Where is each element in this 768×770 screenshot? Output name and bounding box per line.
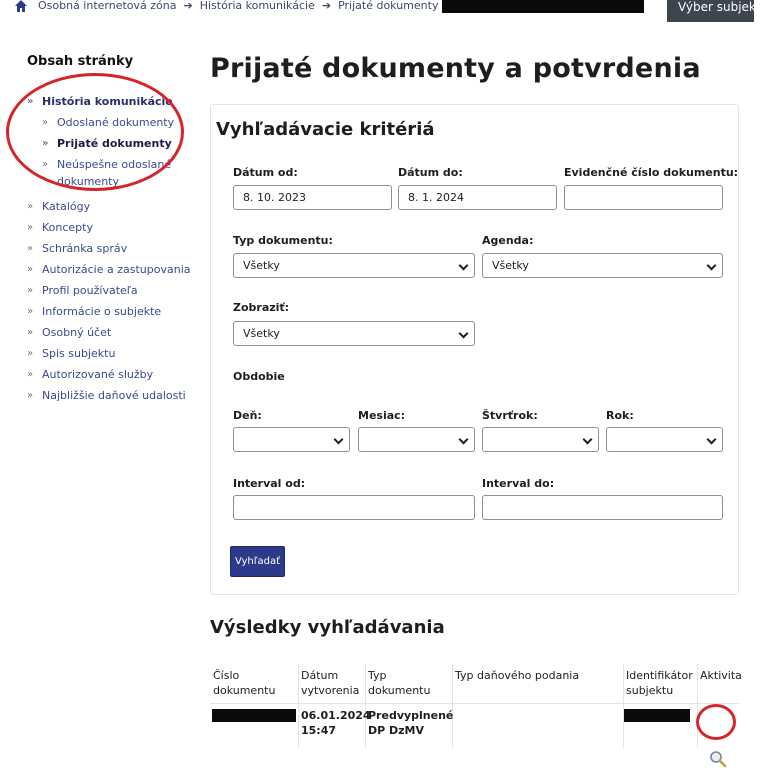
period-label: Obdobie	[233, 370, 285, 383]
sidebar-item-autorizovane[interactable]	[27, 366, 207, 383]
show-label: Zobraziť:	[233, 301, 290, 314]
breadcrumb	[38, 0, 438, 12]
cell-time-value: 15:47	[301, 724, 337, 737]
sidebar-item-profil[interactable]	[27, 282, 207, 299]
date-to-input[interactable]: 8. 1. 2024	[398, 185, 557, 210]
cell-doc-type-line2: DP DzMV	[368, 724, 425, 737]
chevron-down-icon	[707, 435, 717, 445]
sidebar-item-label: História komunikácie	[42, 95, 173, 108]
sidebar-item-informacie[interactable]	[27, 303, 207, 320]
double-chevron-right-icon: »	[27, 306, 34, 317]
double-chevron-right-icon: »	[27, 222, 34, 233]
double-chevron-right-icon: »	[27, 390, 34, 401]
col-header-activity: Aktivita	[700, 669, 742, 682]
sidebar-item-koncepty[interactable]	[27, 219, 207, 236]
sidebar-item-label: Katalógy	[42, 200, 91, 213]
sidebar-item-label: Autorizované služby	[42, 368, 154, 381]
col-header-doc-type: Typ dokumentu	[368, 669, 431, 697]
double-chevron-right-icon: »	[42, 117, 49, 128]
quarter-label: Štvrťrok:	[482, 409, 538, 422]
magnifier-icon[interactable]	[707, 748, 729, 770]
breadcrumb-item-osobna-zona[interactable]: Osobná internetová zóna	[38, 0, 177, 12]
select-subject-button[interactable]: Výber subjektu	[667, 0, 754, 22]
sidebar-item-schranka[interactable]	[27, 240, 207, 257]
breadcrumb-item-historia[interactable]: História komunikácie	[199, 0, 315, 12]
agenda-value: Všetky	[492, 259, 529, 272]
results-title: Výsledky vyhľadávania	[210, 617, 445, 638]
sidebar-item-label: Koncepty	[42, 221, 93, 234]
chevron-down-icon	[583, 435, 593, 445]
sidebar-item-label: Informácie o subjekte	[42, 305, 162, 318]
breadcrumb-item-current: Prijaté dokumenty	[338, 0, 439, 12]
doc-type-label: Typ dokumentu:	[233, 234, 333, 247]
agenda-select[interactable]	[482, 253, 723, 278]
double-chevron-right-icon: »	[27, 264, 34, 275]
chevron-down-icon	[459, 329, 469, 339]
sidebar-item-label: Osobný účet	[42, 326, 112, 339]
col-header-subject-id: Identifikátor subjektu	[626, 669, 693, 697]
double-chevron-right-icon: »	[27, 369, 34, 380]
sidebar-item-osobny-ucet[interactable]	[27, 324, 207, 341]
arrow-right-icon: ➔	[183, 0, 193, 12]
sidebar-nav	[27, 93, 207, 408]
month-label: Mesiac:	[358, 409, 406, 422]
chevron-down-icon	[334, 435, 344, 445]
cell-doc-type	[365, 704, 452, 742]
doc-type-value: Všetky	[243, 259, 280, 272]
table-row[interactable]	[210, 704, 739, 748]
date-from-label: Dátum od:	[233, 166, 298, 179]
redacted-block	[442, 0, 644, 13]
chevron-down-icon	[707, 261, 717, 271]
search-panel	[210, 104, 739, 595]
sidebar-submenu	[27, 114, 207, 190]
col-header-doc-number: Číslo dokumentu	[213, 669, 276, 697]
interval-to-input[interactable]	[482, 495, 723, 520]
interval-to-label: Interval do:	[482, 477, 555, 490]
doc-type-select[interactable]	[233, 253, 475, 278]
sidebar-item-label: Najbližšie daňové udalosti	[42, 389, 186, 402]
doc-number-label: Evidenčné číslo dokumentu:	[564, 166, 739, 179]
interval-from-label: Interval od:	[233, 477, 306, 490]
show-value: Všetky	[243, 327, 280, 340]
col-header-tax-type: Typ daňového podania	[455, 669, 580, 682]
sidebar-subitem-odoslane[interactable]	[42, 114, 207, 131]
redacted-subject-id	[624, 709, 690, 722]
sidebar-item-label: Spis subjektu	[42, 347, 116, 360]
search-panel-title: Vyhľadávacie kritériá	[216, 119, 435, 140]
sidebar-item-label: Prijaté dokumenty	[57, 137, 172, 150]
cell-date	[298, 704, 371, 742]
sidebar-title: Obsah stránky	[27, 54, 134, 69]
month-select[interactable]	[358, 427, 475, 452]
double-chevron-right-icon: »	[27, 285, 34, 296]
double-chevron-right-icon: »	[42, 159, 49, 170]
quarter-select[interactable]	[482, 427, 599, 452]
double-chevron-right-icon: »	[27, 243, 34, 254]
sidebar-item-label: Profil používateľa	[42, 284, 138, 297]
chevron-down-icon	[459, 435, 469, 445]
sidebar-item-label: Autorizácie a zastupovania	[42, 263, 191, 276]
year-select[interactable]	[606, 427, 723, 452]
table-header-row	[210, 664, 742, 704]
sidebar-item-spis[interactable]	[27, 345, 207, 362]
sidebar-item-autorizacie[interactable]	[27, 261, 207, 278]
search-button[interactable]: Vyhľadať	[230, 546, 285, 577]
chevron-down-icon	[459, 261, 469, 271]
date-to-label: Dátum do:	[398, 166, 463, 179]
home-icon[interactable]	[14, 0, 28, 13]
double-chevron-down-icon: »	[27, 96, 34, 107]
top-bar	[0, 0, 768, 22]
year-label: Rok:	[606, 409, 634, 422]
agenda-label: Agenda:	[482, 234, 534, 247]
redacted-doc-number	[212, 709, 296, 722]
sidebar-item-udalosti[interactable]	[27, 387, 207, 404]
arrow-right-icon: ➔	[321, 0, 332, 12]
double-chevron-right-icon: »	[27, 327, 34, 338]
day-select[interactable]	[233, 427, 350, 452]
double-chevron-right-icon: »	[27, 348, 34, 359]
double-chevron-right-icon: »	[42, 138, 49, 149]
interval-from-input[interactable]	[233, 495, 475, 520]
cell-doc-type-line1: Predvyplnené	[368, 709, 454, 722]
sidebar-item-label: Odoslané dokumenty	[57, 116, 175, 129]
double-chevron-right-icon: »	[27, 201, 34, 212]
page-title: Prijaté dokumenty a potvrdenia	[210, 53, 701, 84]
sidebar-item-katalogy[interactable]	[27, 198, 207, 215]
sidebar-item-label: Schránka správ	[42, 242, 128, 255]
day-label: Deň:	[233, 409, 262, 422]
col-header-date: Dátum vytvorenia	[301, 669, 360, 697]
date-from-input[interactable]: 8. 10. 2023	[233, 185, 392, 210]
sidebar-item-historia[interactable]	[27, 93, 207, 110]
cell-date-value: 06.01.2024	[301, 709, 371, 722]
sidebar-item-label: Neúspešne odoslané dokumenty	[57, 158, 172, 188]
show-select[interactable]	[233, 321, 475, 346]
sidebar-subitem-prijate[interactable]	[42, 135, 207, 152]
doc-number-input[interactable]	[564, 185, 723, 210]
sidebar-subitem-neuspesne[interactable]	[42, 156, 207, 190]
